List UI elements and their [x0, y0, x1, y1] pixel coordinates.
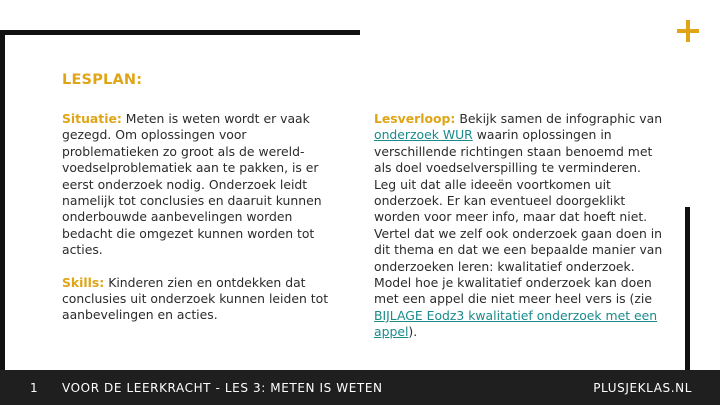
footer-site-link[interactable]: PLUSJEKLAS.NL [593, 381, 692, 395]
skills-paragraph [62, 275, 332, 324]
left-column [62, 111, 332, 324]
footer-page-block [0, 370, 50, 405]
onderzoek-wur-link[interactable]: onderzoek WUR [374, 127, 473, 143]
slide-title: LESPLAN: [62, 72, 143, 88]
left-frame-bar [0, 30, 5, 405]
lesverloop-text-c: ). [408, 324, 418, 340]
footer-course-label: VOOR DE LEERKRACHT - LES 3: METEN IS WETEN [62, 381, 383, 395]
right-column [374, 111, 666, 341]
lesverloop-paragraph [374, 111, 666, 341]
lesverloop-text-b: waarin oplossingen in verschillende richtingen staan benoemd met als doel voedselverspilling te verminderen. Leg uit dat alle ideeën voortkomen uit onderzoek. Er kan eventueel doorgeklikt worden voor meer info, maar dat hoeft niet. Vertel dat we zelf ook onderzoek gaan doen in dit thema en dat we een bepaalde manier van onderzoeken leren: kwalitatief onderzoek. Model hoe je kwalitatief onderzoek kan doen met een appel die niet meer heel vers is (zie [374, 127, 663, 307]
lesverloop-label: Lesverloop: [374, 111, 456, 126]
situatie-paragraph [62, 111, 332, 259]
skills-text: Kinderen zien en ontdekken dat conclusies uit onderzoek kunnen leiden tot aanbevelingen en acties. [62, 274, 329, 323]
plus-icon [677, 20, 699, 42]
lesverloop-text-a: Bekijk samen de infographic van [455, 111, 663, 126]
situatie-text: Meten is weten wordt er vaak gezegd. Om oplossingen voor problematieken zo groot als de wereld- voedselproblematiek aan te pakken, is er eerst onderzoek nodig. Onderzoek leidt namelijk tot conclusies en daaruit kunnen onderbouwde aanbevelingen worden bedacht die omgezet kunnen worden tot acties. [62, 111, 322, 258]
top-frame-bar [0, 30, 360, 35]
bijlage-link[interactable]: BIJLAGE Eodz3 kwalitatief onderzoek met een appel [374, 307, 658, 340]
page-number: 1 [30, 381, 38, 395]
skills-label: Skills: [62, 274, 105, 290]
situatie-label: Situatie: [62, 111, 122, 126]
